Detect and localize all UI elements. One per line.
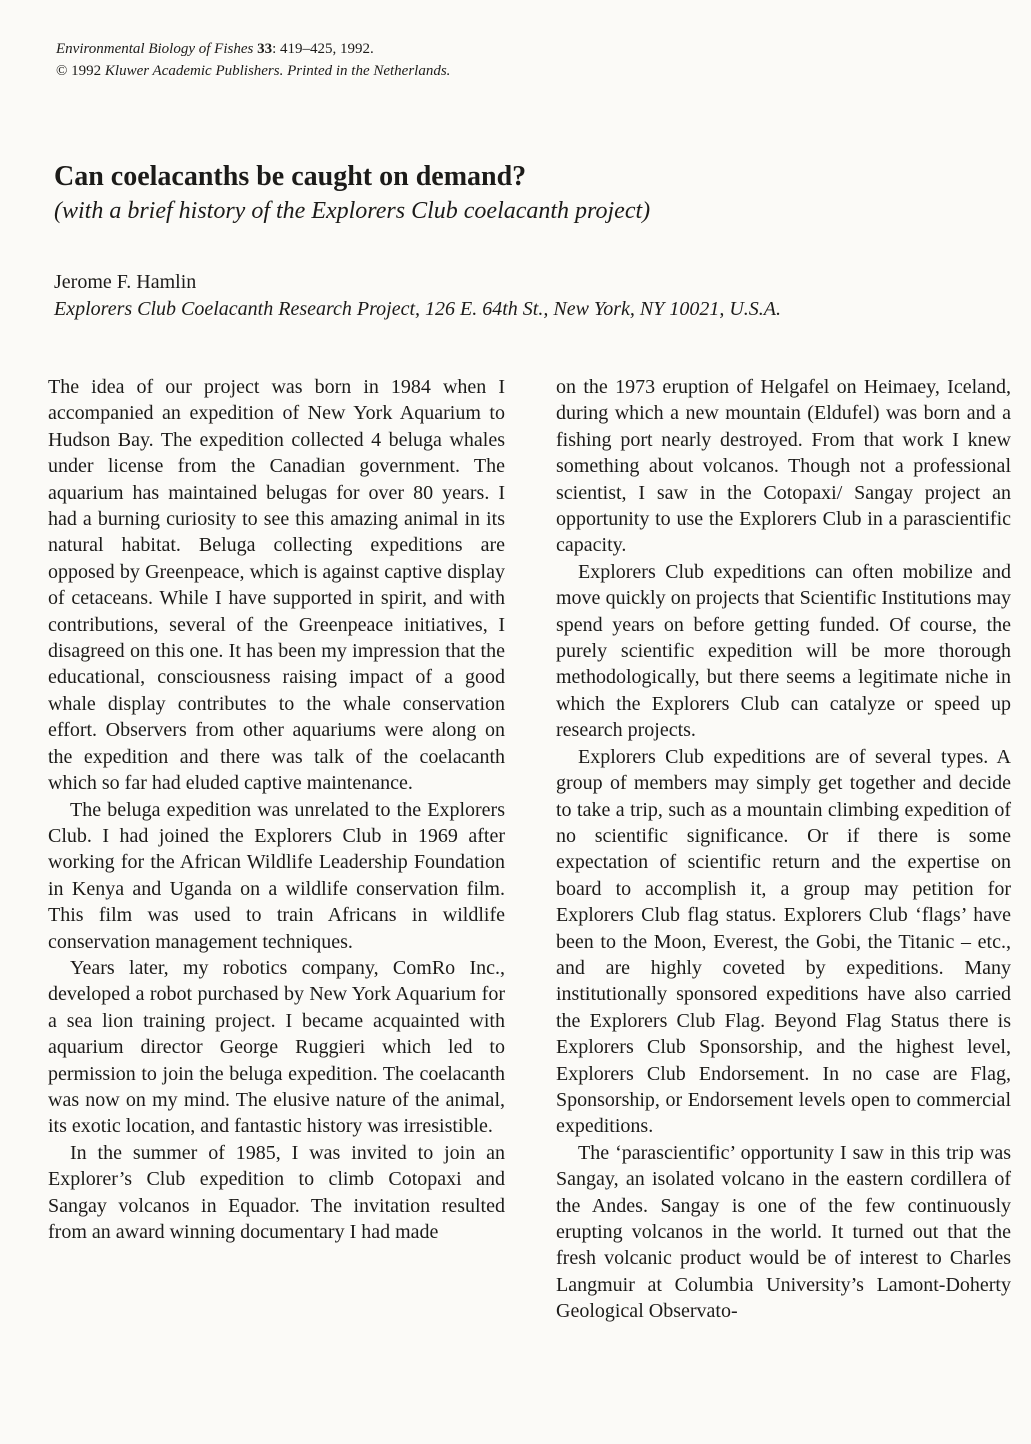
copyright-year: © 1992 [56, 63, 102, 79]
article-title: Can coelacanths be caught on demand? [54, 161, 527, 192]
journal-volume: 33 [257, 41, 273, 57]
paragraph: The idea of our project was born in 1984 when I accompanied an expedition of New York Aquarium to Hudson Bay. The expedition collected 4 beluga whales under license from the Canadian government. The aquarium has maintained belugas for over 80 years. I had a burning curiosity to see this amazing animal in its natural habitat. Beluga collecting expeditions are opposed by Greenpeace, which is against captive display of cetaceans. While I have supported in spirit, and with contributions, several of the Greenpeace initiatives, I disagreed on this one. It has been my impression that the educational, consciousness raising impact of a good whale display contributes to the whale conservation effort. Observers from other aquariums were along on the expedition and there was talk of the coelacanth which so far had eluded captive maintenance. [48, 376, 505, 795]
paragraph: Explorers Club expeditions can often mobilize and move quickly on projects that Scientific Institutions may spend years on before getting funded. Of course, the purely scientific expedition will be more thorough methodologically, but there seems a legitimate niche in which the Explorers Club can catalyze or speed up research projects. [556, 560, 1011, 742]
paragraph: Years later, my robotics company, ComRo Inc., developed a robot purchased by New York Aquarium for a sea lion training project. I became acquainted with aquarium director George Ruggieri which led to permission to join the beluga expedition. The coelacanth was now on my mind. The elusive nature of the animal, its exotic location, and fantastic history was irresistible. [48, 956, 505, 1138]
journal-header [56, 38, 450, 82]
paragraph: Explorers Club expeditions are of several types. A group of members may simply get together and decide to take a trip, such as a mountain climbing expedition of no scientific significance. Or if there is some expectation of scientific return and the expertise on board to accomplish it, a group may petition for Explorers Club flag status. Explorers Club ‘flags’ have been to the Moon, Everest, the Gobi, the Titanic – etc., and are highly coveted by expeditions. Many institutionally sponsored expeditions have also carried the Explorers Club Flag. Beyond Flag Status there is Explorers Club Sponsorship, and the highest level, Explorers Club Endorsement. In no case are Flag, Sponsorship, or Endorsement levels open to commercial expeditions. [556, 745, 1011, 1138]
body-column-left [48, 374, 505, 1245]
publisher-note: Kluwer Academic Publishers. Printed in the Netherlands. [104, 63, 451, 79]
journal-pages: : 419–425, 1992. [272, 41, 374, 57]
paragraph: In the summer of 1985, I was invited to join an Explorer’s Club expedition to climb Cotopaxi and Sangay volcanos in Equador. The invitation resulted from an award winning documentary I had made [48, 1141, 505, 1243]
body-column-right [556, 374, 1011, 1325]
author-name: Jerome F. Hamlin [54, 271, 197, 293]
paragraph: The ‘parascientific’ opportunity I saw in this trip was Sangay, an isolated volcano in the eastern cordillera of the Andes. Sangay is one of the few continuously erupting volcanos in the world. It turned out that the fresh volcanic product would be of interest to Charles Langmuir at Columbia University’s Lamont-Doherty Geological Observato- [556, 1141, 1011, 1323]
copyright-line [56, 60, 450, 82]
citation-line [56, 38, 450, 60]
paragraph: on the 1973 eruption of Helgafel on Heimaey, Iceland, during which a new mountain (Eldufel) was born and a fishing port nearly destroyed. From that work I knew something about volcanos. Though not a professional scientist, I saw in the Cotopaxi/ Sangay project an opportunity to use the Explorers Club in a parascientific capacity. [556, 376, 1011, 557]
article-subtitle: (with a brief history of the Explorers Club coelacanth project) [54, 198, 651, 224]
journal-name: Environmental Biology of Fishes [56, 41, 254, 57]
paragraph: The beluga expedition was unrelated to the Explorers Club. I had joined the Explorers Club in 1969 after working for the African Wildlife Leadership Foundation in Kenya and Uganda on a wildlife conservation film. This film was used to train Africans in wildlife conservation management techniques. [48, 798, 505, 953]
author-affiliation: Explorers Club Coelacanth Research Project, 126 E. 64th St., New York, NY 10021, U.S.A. [54, 298, 781, 320]
